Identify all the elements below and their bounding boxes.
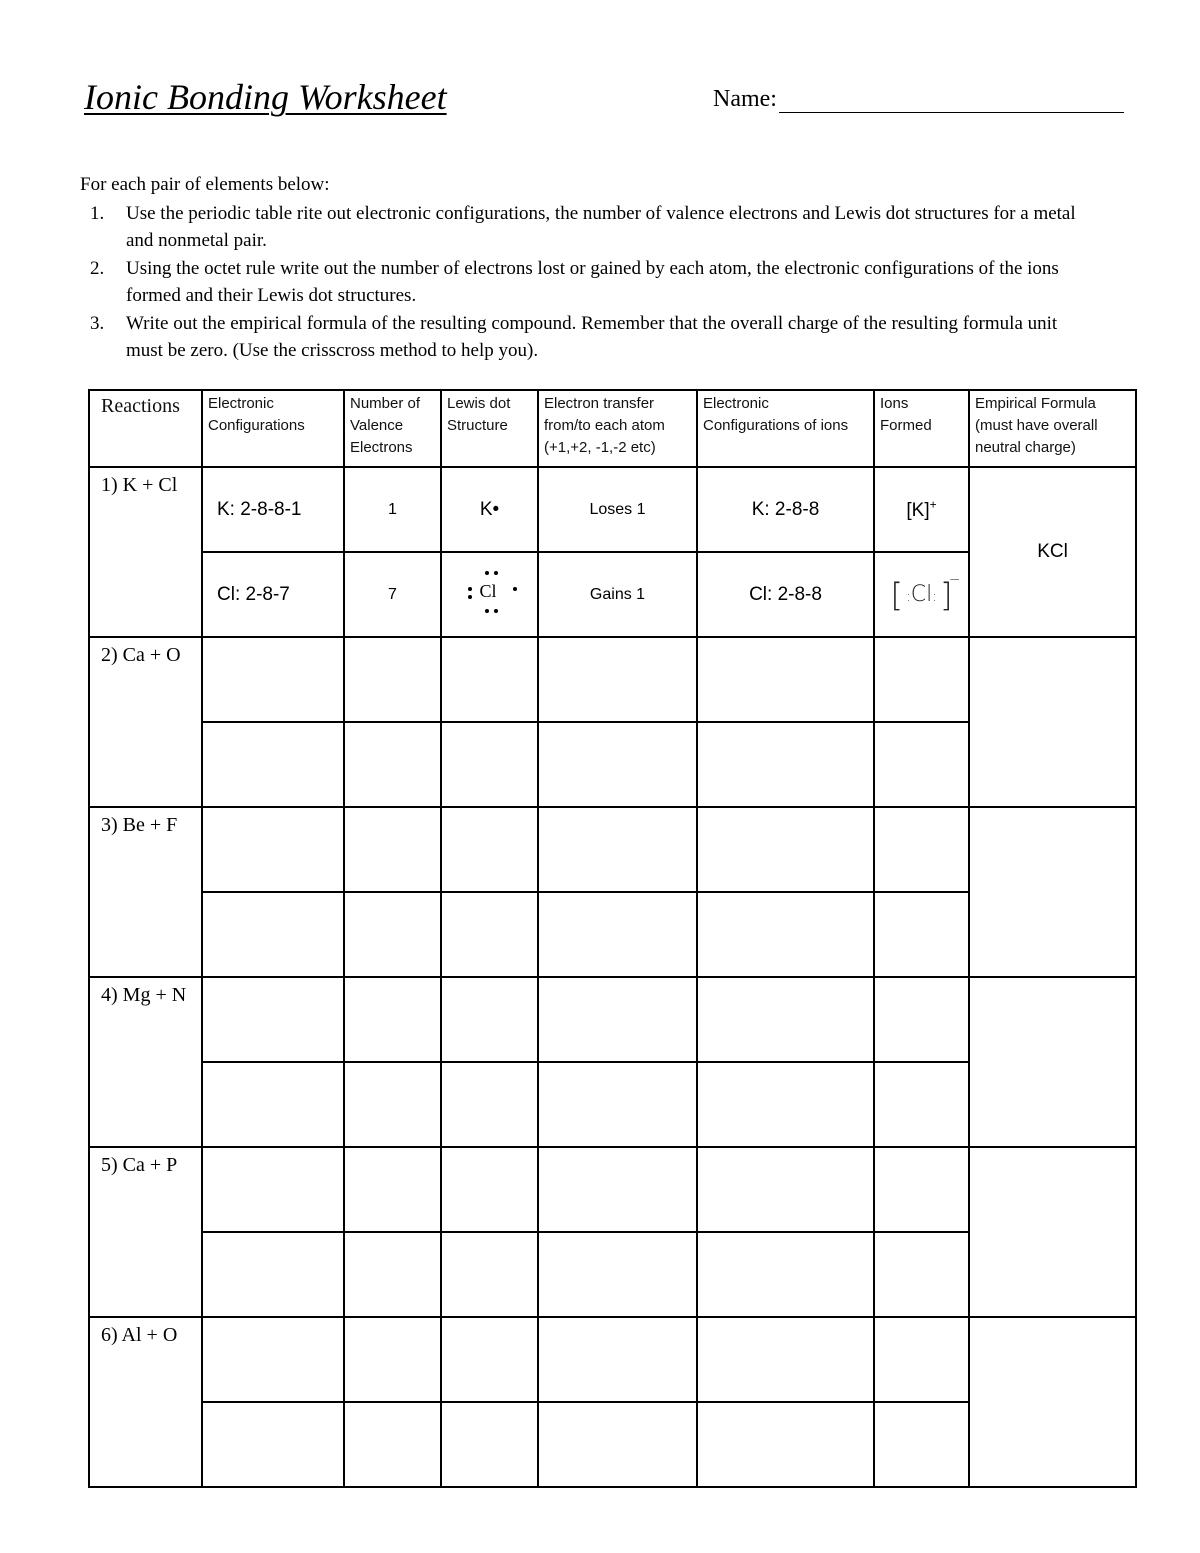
ion-config-cell[interactable] [697, 722, 874, 807]
col-header-electronic-configurations: Electronic Configurations [202, 390, 344, 467]
worksheet-table [88, 389, 1137, 1488]
col-header-lewis-dot: Lewis dot Structure [441, 390, 538, 467]
valence-cell[interactable] [344, 1147, 441, 1232]
config-cell[interactable] [202, 1402, 344, 1487]
col-header-ion-configurations: Electronic Configurations of ions [697, 390, 874, 467]
formula-cell[interactable] [969, 1317, 1136, 1487]
instruction-steps [86, 200, 1086, 365]
config-cell[interactable] [202, 807, 344, 892]
reaction-label: 1) K + Cl [89, 467, 202, 637]
lewis-dot-k: K• [479, 498, 500, 520]
transfer-cell[interactable] [538, 1232, 697, 1317]
ion-formed-cell[interactable] [874, 467, 969, 552]
valence-cell[interactable] [344, 892, 441, 977]
formula-cell[interactable] [969, 807, 1136, 977]
name-field[interactable] [713, 86, 1124, 113]
instruction-step [86, 310, 1086, 364]
config-cell[interactable] [202, 637, 344, 722]
reaction-label: 5) Ca + P [89, 1147, 202, 1317]
table-row [89, 637, 1136, 722]
config-cell[interactable] [202, 892, 344, 977]
lewis-cell[interactable] [441, 1317, 538, 1402]
col-header-valence-electrons: Number of Valence Electrons [344, 390, 441, 467]
lewis-cell[interactable] [441, 1147, 538, 1232]
ion-config-cell[interactable] [697, 637, 874, 722]
config-cell[interactable] [202, 977, 344, 1062]
valence-cell[interactable] [344, 1062, 441, 1147]
valence-cell[interactable]: 7 [344, 552, 441, 637]
ion-formed-cell[interactable] [874, 1317, 969, 1402]
ion-config-cell[interactable]: K: 2-8-8 [697, 467, 874, 552]
table-row [89, 1147, 1136, 1232]
ion-config-cell[interactable] [697, 1402, 874, 1487]
config-cell[interactable] [202, 1232, 344, 1317]
formula-cell[interactable] [969, 1147, 1136, 1317]
ion-config-cell[interactable] [697, 892, 874, 977]
table-row [89, 1317, 1136, 1402]
col-header-empirical-formula: Empirical Formula (must have overall neutral charge) [969, 390, 1136, 467]
config-cell[interactable]: K: 2-8-8-1 [202, 467, 344, 552]
instruction-step [86, 255, 1086, 309]
name-blank-line[interactable] [779, 90, 1124, 113]
lewis-cell[interactable] [441, 1232, 538, 1317]
lewis-symbol: Cl [479, 580, 497, 601]
instruction-step [86, 200, 1086, 254]
transfer-cell[interactable] [538, 1317, 697, 1402]
ion-charge: + [929, 497, 937, 512]
ion-formed-cell[interactable] [874, 1062, 969, 1147]
ion-k: [K]+ [906, 497, 937, 521]
transfer-cell[interactable]: Loses 1 [538, 467, 697, 552]
transfer-cell[interactable] [538, 1402, 697, 1487]
worksheet-title: Ionic Bonding Worksheet [84, 77, 447, 117]
table-row [89, 467, 1136, 552]
table-row [89, 977, 1136, 1062]
ion-formed-cell[interactable] [874, 807, 969, 892]
lewis-cell[interactable] [441, 637, 538, 722]
valence-cell[interactable] [344, 807, 441, 892]
config-cell[interactable]: Cl: 2-8-7 [202, 552, 344, 637]
instructions-intro: For each pair of elements below: [80, 174, 330, 195]
transfer-cell[interactable] [538, 722, 697, 807]
lewis-dot-cl [460, 570, 520, 614]
ion-config-cell[interactable] [697, 977, 874, 1062]
step-number: 2. [90, 258, 105, 279]
config-cell[interactable] [202, 1147, 344, 1232]
transfer-cell[interactable] [538, 977, 697, 1062]
ion-config-cell[interactable] [697, 1317, 874, 1402]
step-number: 3. [90, 313, 105, 334]
step-text: Write out the empirical formula of the resulting compound. Remember that the overall charge of the resulting formula unit must be zero. (Use the crisscross method to help you). [126, 313, 1058, 361]
lewis-cell[interactable] [441, 467, 538, 552]
config-cell[interactable] [202, 722, 344, 807]
ion-formed-cell[interactable] [874, 1232, 969, 1317]
ion-formed-cell[interactable] [874, 1402, 969, 1487]
lewis-cell[interactable] [441, 892, 538, 977]
ion-formed-cell[interactable] [874, 637, 969, 722]
transfer-cell[interactable] [538, 1147, 697, 1232]
transfer-cell[interactable] [538, 1062, 697, 1147]
valence-cell[interactable] [344, 1232, 441, 1317]
lewis-cell[interactable] [441, 1062, 538, 1147]
col-header-electron-transfer: Electron transfer from/to each atom (+1,+2, -1,-2 etc) [538, 390, 697, 467]
transfer-cell[interactable]: Gains 1 [538, 552, 697, 637]
valence-cell[interactable] [344, 722, 441, 807]
valence-cell[interactable] [344, 1317, 441, 1402]
ion-formed-cell[interactable] [874, 552, 969, 637]
lewis-cell[interactable] [441, 977, 538, 1062]
valence-cell[interactable] [344, 1402, 441, 1487]
transfer-cell[interactable] [538, 807, 697, 892]
reaction-label: 6) Al + O [89, 1317, 202, 1487]
ion-config-cell[interactable] [697, 1232, 874, 1317]
lewis-cell[interactable] [441, 807, 538, 892]
ion-formed-cell[interactable] [874, 1147, 969, 1232]
ion-formed-cell[interactable] [874, 722, 969, 807]
config-cell[interactable] [202, 1062, 344, 1147]
col-header-reactions: Reactions [89, 390, 202, 467]
formula-cell[interactable] [969, 637, 1136, 807]
valence-cell[interactable]: 1 [344, 467, 441, 552]
ion-config-cell[interactable] [697, 1062, 874, 1147]
header-row [89, 390, 1136, 467]
ion-symbol: Cl [910, 582, 933, 607]
transfer-cell[interactable] [538, 637, 697, 722]
reaction-label: 2) Ca + O [89, 637, 202, 807]
lewis-cell[interactable] [441, 552, 538, 637]
transfer-cell[interactable] [538, 892, 697, 977]
ion-formed-cell[interactable] [874, 892, 969, 977]
valence-cell[interactable] [344, 637, 441, 722]
ion-cl: [ :Cl: ] − [890, 571, 961, 614]
step-text: Use the periodic table rite out electronic configurations, the number of valence electrons and Lewis dot structures for a metal and nonmetal pair. [126, 203, 1076, 251]
ion-config-cell[interactable] [697, 1147, 874, 1232]
name-label: Name: [713, 86, 777, 112]
step-number: 1. [90, 203, 105, 224]
reaction-label: 3) Be + F [89, 807, 202, 977]
ion-formed-cell[interactable] [874, 977, 969, 1062]
step-text: Using the octet rule write out the number of electrons lost or gained by each atom, the electronic configurations of the ions formed and their Lewis dot structures. [126, 258, 1059, 306]
formula-cell[interactable]: KCl [969, 467, 1136, 637]
reaction-label: 4) Mg + N [89, 977, 202, 1147]
table-row [89, 807, 1136, 892]
formula-cell[interactable] [969, 977, 1136, 1147]
valence-cell[interactable] [344, 977, 441, 1062]
ion-config-cell[interactable]: Cl: 2-8-8 [697, 552, 874, 637]
ion-symbol: K [911, 499, 925, 521]
lewis-cell[interactable] [441, 1402, 538, 1487]
col-header-ions-formed: Ions Formed [874, 390, 969, 467]
lewis-cell[interactable] [441, 722, 538, 807]
ion-charge: − [948, 571, 961, 588]
config-cell[interactable] [202, 1317, 344, 1402]
ion-config-cell[interactable] [697, 807, 874, 892]
